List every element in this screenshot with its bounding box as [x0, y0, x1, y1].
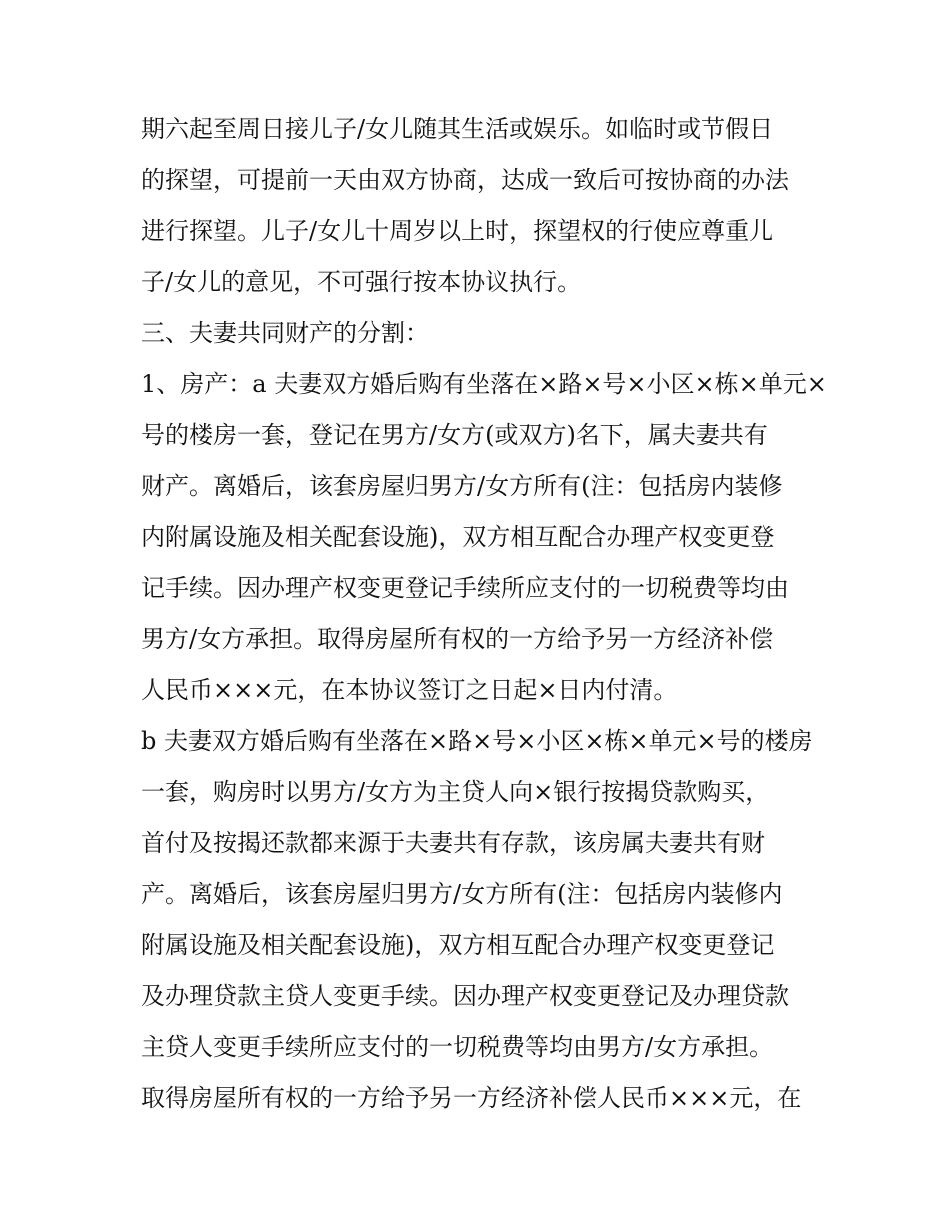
- text-line: 取得房屋所有权的一方给予另一方经济补偿人民币×××元，在: [141, 1084, 802, 1112]
- text-line: 1、房产：a 夫妻双方婚后购有坐落在×路×号×小区×栋×单元×: [141, 370, 827, 398]
- text-line: 的探望，可提前一天由双方协商，达成一致后可按协商的办法: [141, 166, 789, 194]
- text-line: 记手续。因办理产权变更登记手续所应支付的一切税费等均由: [141, 574, 789, 602]
- text-line: 一套，购房时以男方/女方为主贷人向×银行按揭贷款购买，: [141, 778, 770, 806]
- text-line: 期六起至周日接儿子/女儿随其生活或娱乐。如临时或节假日: [141, 115, 774, 143]
- text-line: 主贷人变更手续所应支付的一切税费等均由男方/女方承担。: [141, 1033, 774, 1061]
- text-line: 附属设施及相关配套设施)，双方相互配合办理产权变更登记: [141, 931, 775, 959]
- text-line: 进行探望。儿子/女儿十周岁以上时，探望权的行使应尊重儿: [141, 217, 774, 245]
- text-line: 内附属设施及相关配套设施)，双方相互配合办理产权变更登: [141, 523, 775, 551]
- text-line: 人民币×××元，在本协议签订之日起×日内付清。: [141, 676, 678, 704]
- text-line: b 夫妻双方婚后购有坐落在×路×号×小区×栋×单元×号的楼房: [141, 727, 813, 755]
- text-line: 财产。离婚后，该套房屋归男方/女方所有(注：包括房内装修: [141, 472, 783, 500]
- document-body: [141, 104, 831, 1124]
- text-line: 子/女儿的意见，不可强行按本协议执行。: [141, 268, 582, 296]
- text-line: 号的楼房一套，登记在男方/女方(或双方)名下，属夫妻共有: [141, 421, 768, 449]
- text-line: 产。离婚后，该套房屋归男方/女方所有(注：包括房内装修内: [141, 880, 783, 908]
- text-line: 男方/女方承担。取得房屋所有权的一方给予另一方经济补偿: [141, 625, 774, 653]
- text-line: 及办理贷款主贷人变更手续。因办理产权变更登记及办理贷款: [141, 982, 789, 1010]
- text-line: 首付及按揭还款都来源于夫妻共有存款，该房属夫妻共有财: [141, 829, 765, 857]
- section-heading: 三、夫妻共同财产的分割：: [141, 319, 429, 347]
